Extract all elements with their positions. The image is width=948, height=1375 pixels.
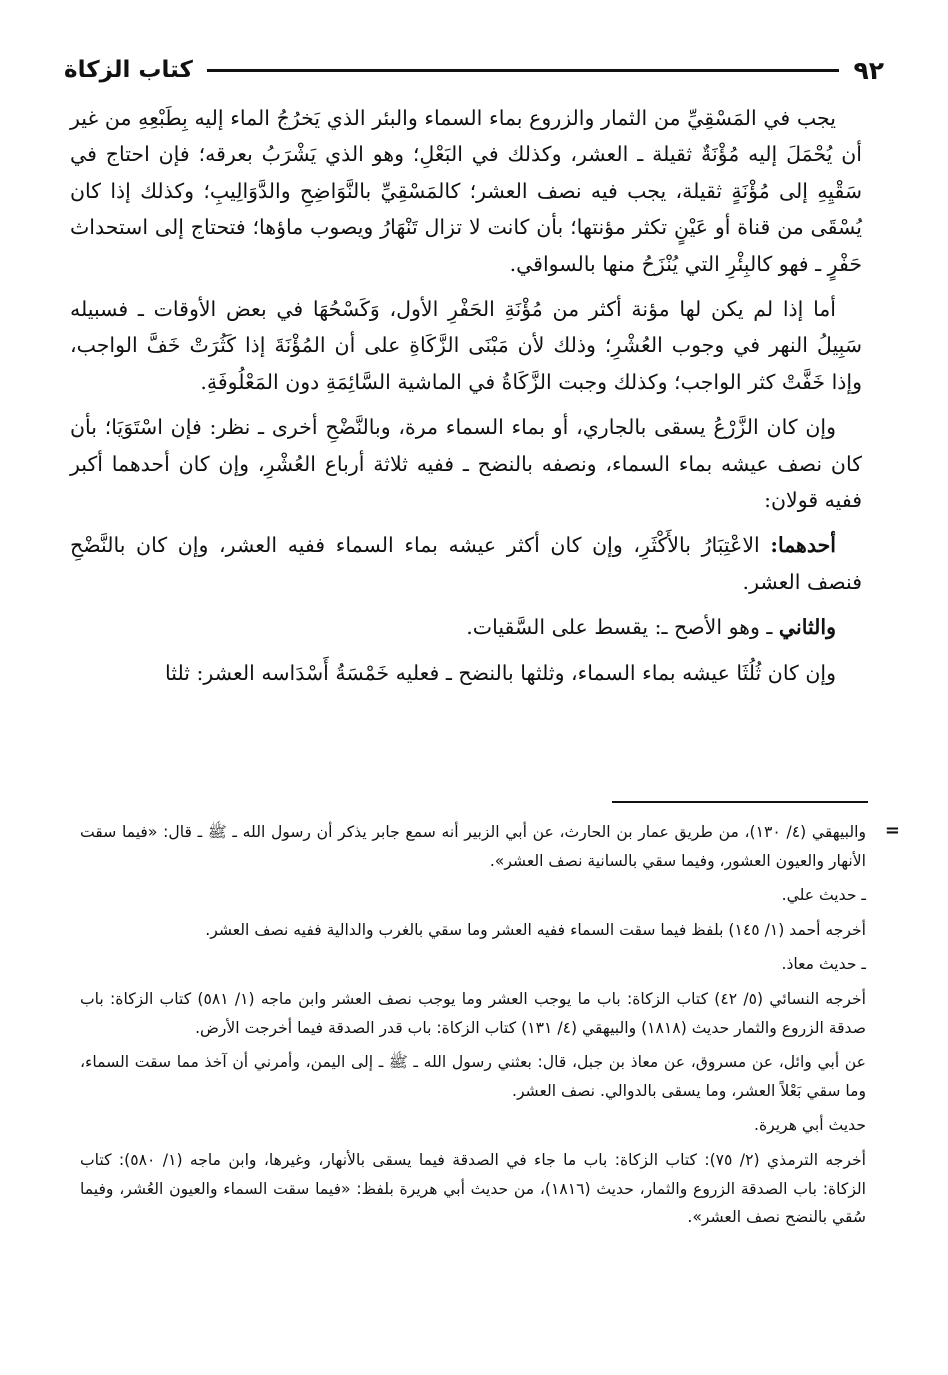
footnote: أخرجه النسائي (٥/ ٤٢) كتاب الزكاة: باب ما يوجب العشر وما يوجب نصف العشر وابن ماجه (١/ ٥٨١) كتاب الزكاة: باب صدقة الزروع والثمار حديث (١٨١٨) والبيهقي (٤/ ١٣١) كتاب الزكاة: باب قدر الصدقة فيما أخرجت الأرض. — [80, 989, 866, 1037]
paragraph-text: ـ وهو الأصح ـ: يقسط على السَّقيات. — [466, 615, 779, 640]
footnote: ـ حديث علي. — [781, 886, 866, 905]
paragraph: وإن كان ثُلُثَا عيشه بماء السماء، وثلثها بالنضح ـ فعليه خَمْسَةُ أَسْدَاسه العشر: ثلثا — [165, 660, 836, 685]
footnote: أخرجه الترمذي (٢/ ٧٥): كتاب الزكاة: باب ما جاء في الصدقة فيما يسقى بالأنهار، وغيرها، وابن ماجه (١/ ٥٨٠): كتاب الزكاة: باب الصدقة الزروع والثمار، حديث (١٨١٦)، من حديث أبي هريرة بلفظ: «فيما سقت السماء والعيون العُشر، وفيما سُقي بالنضح نصف العشر». — [80, 1150, 867, 1227]
chapter-title: كتاب الزكاة — [64, 57, 193, 83]
paragraph-text: الاعْتِبَارُ بالأَكْثَرِ، وإن كان أكثر عيشه بماء السماء ففيه العشر، وإن كان بالنَّضْحِ فنصف العشر. — [70, 533, 862, 594]
footnote: والبيهقي (٤/ ١٣٠)، من طريق عمار بن الحارث، عن أبي الزبير أنه سمع جابر يذكر أن رسول الله ـ ﷺ ـ قال: «فيما سقت الأنهار والعيون العشور، وفيما سقي بالسانية نصف العشر». — [80, 823, 866, 870]
paragraph: أما إذا لم يكن لها مؤنة أكثر من مُؤْنَةِ الحَفْرِ الأول، وَكَسْحُهَا في بعض الأوقات ـ فسبيله سَبِيلُ النهر في وجوب العُشْرِ؛ وذلك لأن مَبْنَى الزَّكَاةِ على أن المُؤْنَةَ إذا كَثُرَتْ خَفَّ الواجب، وإذا خَفَّتْ كثر الواجب؛ وكذلك وجبت الزَّكَاةُ في الماشية السَّائِمَةِ دون المَعْلُوفَةِ. — [70, 297, 862, 394]
paragraph: وإن كان الزَّرْعُ يسقى بالجاري، أو بماء السماء مرة، وبالنَّضْحِ أخرى ـ نظر: فإن اسْتَوَيَا؛ بأن كان نصف عيشه بماء السماء، ونصفه بالنضح ـ ففيه ثلاثة أرباع العُشْرِ، وإن كان أحدهما أكبر ففيه قولان: — [70, 415, 862, 513]
paragraph-lead: أحدهما: — [770, 533, 836, 558]
paragraph: يجب في المَسْقِيِّ من الثمار والزروع بماء السماء والبئر الذي يَخرُجُ الماء إليه بِطَبْعِهِ من غير أن يُحْمَلَ إليه مُؤْنَةٌ ثقيلة ـ العشر، وكذلك في البَعْلِ؛ وهو الذي يَشْرَبُ بعرقه؛ فإن احتاج في سَقْيِهِ إلى مُؤْنَةٍ ثقيلة، يجب فيه نصف العشر؛ كالمَسْقِيِّ بالنَّوَاضِحِ والدَّوَالِيبِ؛ وكذلك إذا كان يُسْقَى من قناة أو عَيْنٍ تكثر مؤنتها؛ بأن كانت لا تزال تَنْهَارُ ويصوب ماؤها؛ فتحتاج إلى استحداث حَفْرٍ ـ فهو كالبِئْرِ التي يُنْزَحُ منها بالسواقي. — [70, 106, 862, 276]
footnote: عن أبي وائل، عن مسروق، عن معاذ بن جبل، قال: بعثني رسول الله ـ ﷺ ـ إلى اليمن، وأمرني أن آخذ مما سقت السماء، وما سقي بَعْلاً العشر، وما يسقى بالدوالي. نصف العشر. — [80, 1053, 866, 1100]
header-rule — [207, 69, 840, 72]
footnotes — [80, 818, 900, 1238]
footnote-separator — [612, 801, 868, 803]
paragraph-lead: والثاني — [778, 615, 836, 640]
page-number: ٩٢ — [853, 55, 884, 85]
running-header — [64, 50, 884, 90]
footnote: حديث أبي هريرة. — [754, 1116, 866, 1135]
paragraph — [70, 527, 862, 600]
paragraph — [70, 609, 862, 645]
main-text — [70, 100, 862, 700]
footnote: ـ حديث معاذ. — [781, 955, 866, 974]
continuation-mark: = — [884, 820, 900, 841]
footnote: أخرجه أحمد (١/ ١٤٥) بلفظ فيما سقت السماء ففيه العشر وما سقي بالغرب والدالية ففيه نصف العشر. — [205, 920, 866, 939]
